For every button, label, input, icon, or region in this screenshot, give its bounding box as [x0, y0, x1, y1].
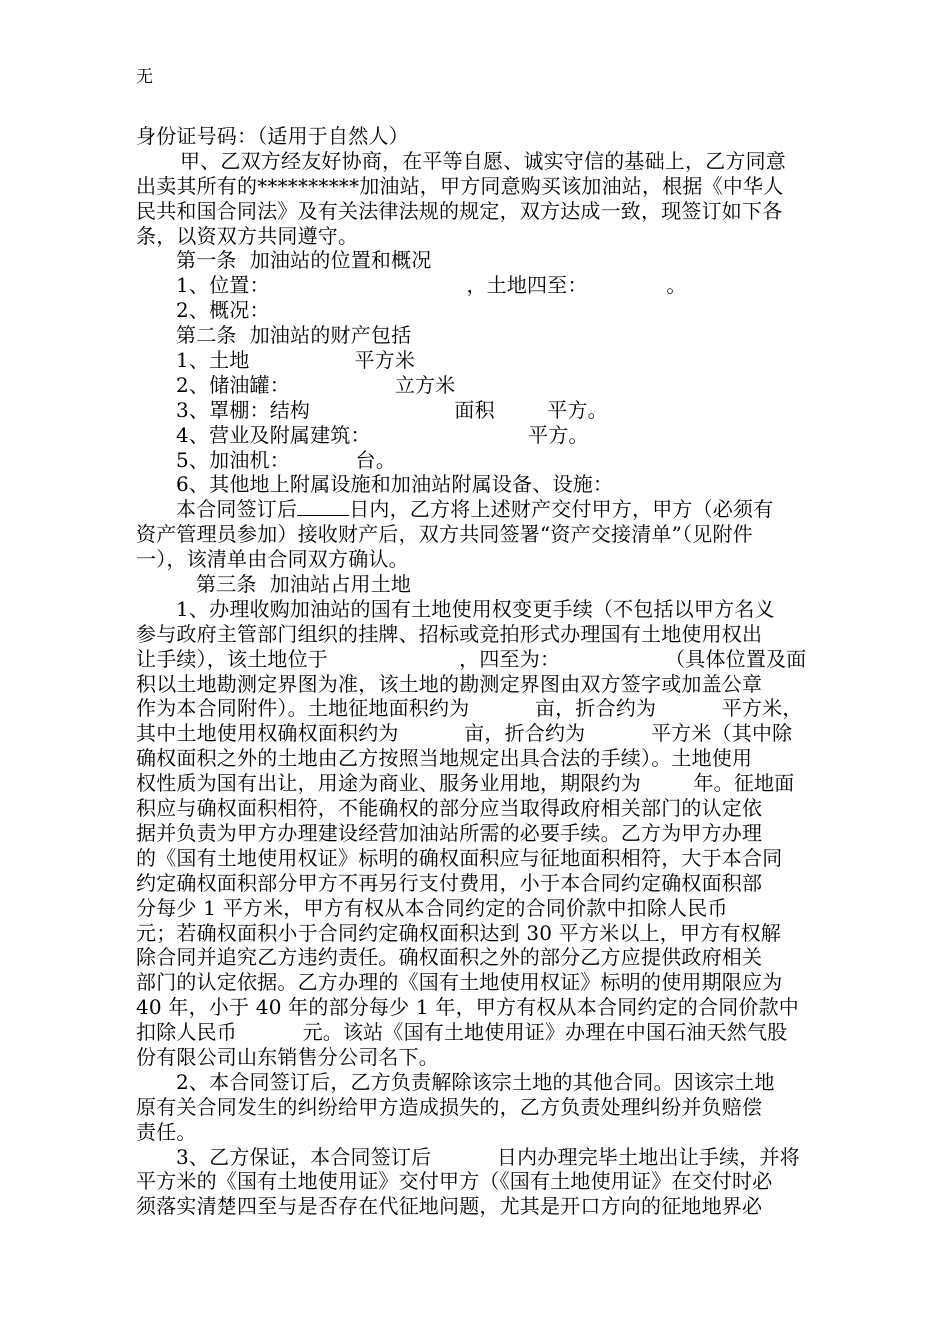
list-item: 4、营业及附属建筑： 平方。: [176, 422, 589, 447]
list-item: 2、储油罐： 立方米: [176, 372, 456, 397]
paragraph-line: [136, 497, 820, 522]
paragraph-line: 须落实清楚四至与是否存在代征地问题，尤其是开口方向的征地地界必: [136, 1194, 763, 1219]
contract-body: [136, 124, 820, 1219]
paragraph-line: 约定确权面积部分甲方不再另行支付费用，小于本合同约定确权面积部: [136, 870, 763, 895]
list-item: 5、加油机： 台。: [176, 447, 396, 472]
article-heading: 第三条 加油站占用土地: [196, 572, 412, 597]
paragraph-line: 原有关合同发生的纠纷给甲方造成损失的，乙方负责处理纠纷并负赔偿: [136, 1094, 763, 1119]
paragraph-line: 参与政府主管部门组织的挂牌、招标或竞拍形式办理国有土地使用权出: [136, 621, 763, 646]
paragraph-line: 资产管理员参加）接收财产后，双方共同签署“资产交接清单”（见附件: [136, 522, 753, 547]
article-heading: 第二条 加油站的财产包括: [176, 323, 412, 348]
text-segment: 本合同签订后: [176, 497, 298, 522]
paragraph-line: 3、乙方保证，本合同签订后 日内办理完毕土地出让手续，并将: [176, 1144, 800, 1169]
article-heading: 第一条 加油站的位置和概况: [176, 248, 432, 273]
text-segment: 日内，乙方将上述财产交付甲方，甲方（必须有: [349, 497, 774, 522]
paragraph-line: 作为本合同附件）。土地征地面积约为 亩，折合约为 平方米，: [136, 696, 803, 721]
list-item: 2、概况：: [176, 298, 270, 323]
paragraph-line: 积应与确权面积相符，不能确权的部分应当取得政府相关部门的认定依: [136, 796, 763, 821]
id-number-line: 身份证号码：（适用于自然人）: [136, 124, 409, 148]
list-item: 3、罩棚：结构 面积 平方。: [176, 397, 608, 422]
paragraph-line: 积以土地勘测定界图为准，该土地的勘测定界图由双方签字或加盖公章: [136, 671, 763, 696]
paragraph-line: 权性质为国有出让，用途为商业、服务业用地，期限约为 年。征地面: [136, 771, 795, 796]
paragraph-line: 40 年，小于 40 年的部分每少 1 年，甲方有权从本合同约定的合同价款中: [136, 995, 800, 1020]
paragraph-line: 2、本合同签订后，乙方负责解除该宗土地的其他合同。因该宗土地: [176, 1069, 775, 1094]
paragraph-line: 据并负责为甲方办理建设经营加油站所需的必要手续。乙方为甲方办理: [136, 820, 763, 845]
paragraph-line: 除合同并追究乙方违约责任。确权面积之外的部分乙方应提供政府相关: [136, 945, 763, 970]
paragraph-line: 元；若确权面积小于合同约定确权面积达到 30 平方米以上，甲方有权解: [136, 920, 781, 945]
list-item: 1、土地 平方米: [176, 348, 416, 373]
list-item: 1、位置： ，土地四至： 。: [176, 273, 687, 298]
paragraph-line: 分每少 1 平方米，甲方有权从本合同约定的合同价款中扣除人民币: [136, 895, 728, 920]
paragraph-line: 出卖其所有的**********加油站，甲方同意购买该加油站，根据《中华人: [136, 173, 784, 198]
paragraph-line: 确权面积之外的土地由乙方按照当地规定出具合法的手续）。土地使用: [136, 746, 753, 771]
paragraph-line: 平方米的《国有土地使用证》交付甲方（《国有土地使用证》在交付时必: [136, 1169, 773, 1194]
paragraph-line: 份有限公司山东销售分公司名下。: [136, 1044, 439, 1069]
paragraph-line: 扣除人民币 元。该站《国有土地使用证》办理在中国石油天然气股: [136, 1020, 788, 1045]
paragraph-line: 部门的认定依据。乙方办理的《国有土地使用权证》标明的使用期限应为: [136, 970, 783, 995]
header-mark: 无: [136, 67, 153, 87]
paragraph-line: 1、办理收购加油站的国有土地使用权变更手续（不包括以甲方名义: [176, 596, 775, 621]
paragraph-line: 责任。: [136, 1119, 197, 1144]
blank-underline: [297, 497, 349, 516]
paragraph-line: 甲、乙双方经友好协商，在平等自愿、诚实守信的基础上，乙方同意: [180, 148, 786, 173]
list-item: 6、其他地上附属设施和加油站附属设备、设施：: [176, 472, 614, 497]
paragraph-line: 的《国有土地使用权证》标明的确权面积应与征地面积相符，大于本合同: [136, 845, 783, 870]
paragraph-line: 一），该清单由合同双方确认。: [136, 547, 409, 572]
paragraph-line: 其中土地使用权确权面积约为 亩，折合约为 平方米（其中除: [136, 721, 793, 746]
paragraph-line: 条，以资双方共同遵守。: [136, 223, 359, 248]
paragraph-line: 民共和国合同法》及有关法律法规的规定，双方达成一致，现签订如下各: [136, 198, 783, 223]
paragraph-line: 让手续），该土地位于 ，四至为： （具体位置及面: [136, 646, 807, 671]
